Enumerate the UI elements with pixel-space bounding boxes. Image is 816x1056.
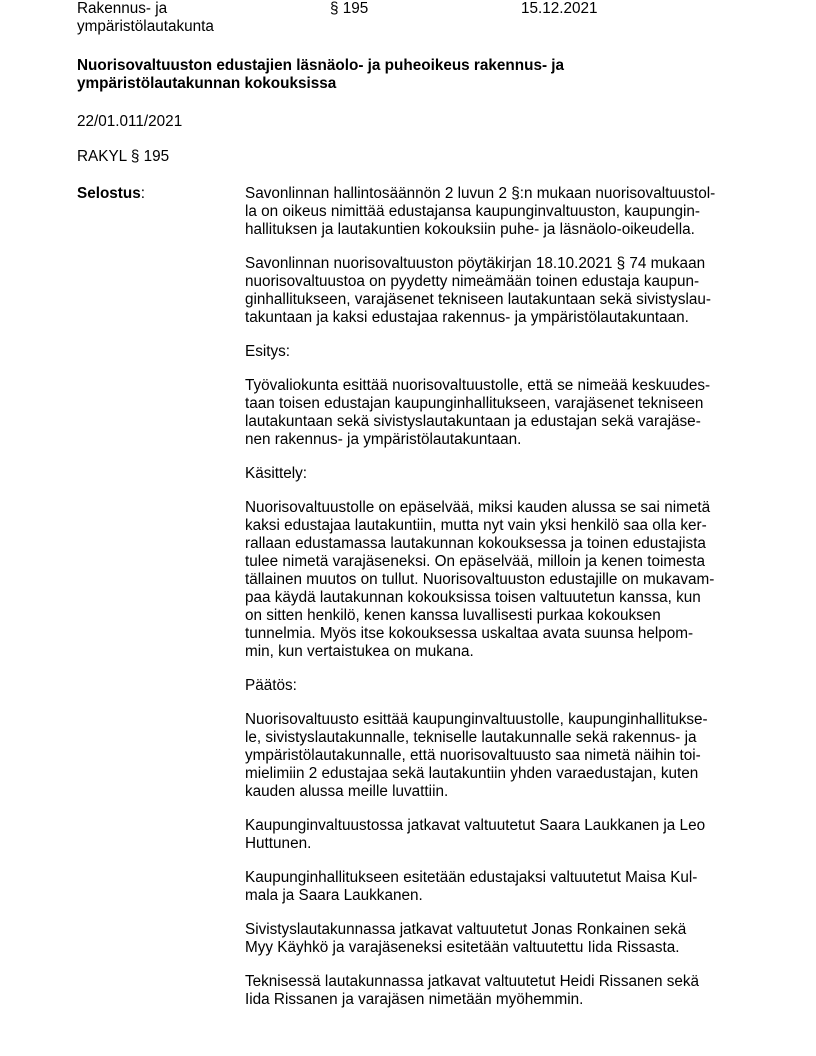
body-paragraph bbox=[245, 343, 745, 361]
body-paragraph-line: nuorisovaltuustoa on pyydetty nimeämään toinen edustaja kaupun- bbox=[245, 273, 700, 290]
body-paragraph-line: taan toisen edustajan kaupunginhallitukseen, varajäsenet tekniseen bbox=[245, 395, 704, 412]
selostus-label bbox=[77, 185, 145, 203]
body-paragraph-line: hallituksen ja lautakuntien kokouksiin puhe- ja läsnäolo-oikeudella. bbox=[245, 221, 695, 238]
body-paragraph bbox=[245, 255, 745, 327]
body-paragraph bbox=[245, 817, 745, 853]
body-paragraph-line: min, kun vertaistukea on mukana. bbox=[245, 643, 474, 660]
body-paragraph-line: rallaan edustamassa lautakunnan kokouksessa ja toinen edustajista bbox=[245, 535, 706, 552]
body-paragraph-line: mala ja Saara Laukkanen. bbox=[245, 887, 423, 904]
body-paragraph-line: tällainen muutos on tullut. Nuorisovaltuuston edustajille on mukavam- bbox=[245, 571, 715, 588]
body-paragraph-line: la on oikeus nimittää edustajansa kaupunginvaltuuston, kaupungin- bbox=[245, 203, 700, 220]
header-committee-line: ympäristölautakunta bbox=[77, 18, 214, 35]
header-committee bbox=[77, 0, 277, 36]
body-paragraph-line: Savonlinnan hallintosäännön 2 luvun 2 §:n mukaan nuorisovaltuustol- bbox=[245, 185, 716, 202]
body-paragraph-line: Savonlinnan nuorisovaltuuston pöytäkirjan 18.10.2021 § 74 mukaan bbox=[245, 255, 706, 272]
body-paragraph bbox=[245, 185, 745, 239]
body-paragraph-line: Myy Käyhkö ja varajäseneksi esitetään valtuutettu Iida Rissasta. bbox=[245, 939, 680, 956]
body-paragraph bbox=[245, 921, 745, 957]
body-paragraph-line: takuntaan ja kaksi edustajaa rakennus- ja ympäristölautakuntaan. bbox=[245, 309, 689, 326]
diary-number: 22/01.011/2021 bbox=[77, 113, 183, 130]
body-paragraph-line: mielimiin 2 edustajaa sekä lautakuntiin yhden varaedustajan, kuten bbox=[245, 765, 699, 782]
body-paragraph-line: Sivistyslautakunnassa jatkavat valtuutetut Jonas Ronkainen sekä bbox=[245, 921, 687, 938]
title-line: ympäristölautakunnan kokouksissa bbox=[77, 75, 337, 92]
header-section-number: § 195 bbox=[330, 0, 369, 17]
body-paragraph-line: Teknisessä lautakunnassa jatkavat valtuutetut Heidi Rissanen sekä bbox=[245, 973, 700, 990]
body-paragraph-line: Huttunen. bbox=[245, 835, 312, 852]
body-paragraph-line: Käsittely: bbox=[245, 465, 308, 482]
document-title bbox=[77, 57, 677, 93]
body-paragraph-line: Nuorisovaltuusto esittää kaupunginvaltuustolle, kaupunginhallitukse- bbox=[245, 711, 708, 728]
body-paragraph-line: paa käydä lautakunnan kokouksissa toisen valtuutetun kanssa, kun bbox=[245, 589, 701, 606]
body-paragraph bbox=[245, 465, 745, 483]
body-paragraph-line: tunnelmia. Myös itse kokouksessa uskaltaa avata suunsa helpom- bbox=[245, 625, 694, 642]
body-paragraph-line: kaksi edustajaa lautakuntiin, mutta nyt vain yksi henkilö saa olla ker- bbox=[245, 517, 707, 534]
header-date: 15.12.2021 bbox=[521, 0, 598, 17]
header-committee-line: Rakennus- ja bbox=[77, 0, 168, 17]
body-paragraph bbox=[245, 711, 745, 801]
title-line: Nuorisovaltuuston edustajien läsnäolo- ja puheoikeus rakennus- ja bbox=[77, 57, 565, 74]
body-paragraph-line: ginhallitukseen, varajäsenet tekniseen lautakuntaan sekä sivistyslau- bbox=[245, 291, 711, 308]
body-paragraph-line: nen rakennus- ja ympäristölautakuntaan. bbox=[245, 431, 522, 448]
body-paragraph-line: Nuorisovaltuustolle on epäselvää, miksi kauden alussa se sai nimetä bbox=[245, 499, 711, 516]
body-text bbox=[245, 185, 745, 1025]
selostus-label-colon: : bbox=[140, 185, 146, 202]
body-paragraph bbox=[245, 869, 745, 905]
body-paragraph-line: Työvaliokunta esittää nuorisovaltuustolle, että se nimeää keskuudes- bbox=[245, 377, 711, 394]
body-paragraph bbox=[245, 499, 745, 661]
body-paragraph-line: Päätös: bbox=[245, 677, 297, 694]
body-paragraph-line: Kaupunginhallitukseen esitetään edustajaksi valtuutetut Maisa Kul- bbox=[245, 869, 698, 886]
body-paragraph-line: tulee nimetä varajäseneksi. On epäselvää, milloin ja kenen toimesta bbox=[245, 553, 706, 570]
body-paragraph-line: lautakuntaan sekä sivistyslautakuntaan ja edustajan sekä varajäse- bbox=[245, 413, 701, 430]
body-paragraph-line: kauden alussa meille luvattiin. bbox=[245, 783, 449, 800]
body-paragraph bbox=[245, 677, 745, 695]
body-paragraph-line: Kaupunginvaltuustossa jatkavat valtuutetut Saara Laukkanen ja Leo bbox=[245, 817, 706, 834]
reference-number: RAKYL § 195 bbox=[77, 148, 170, 165]
body-paragraph-line: ympäristölautakunnalle, että nuorisovaltuusto saa nimetä näihin toi- bbox=[245, 747, 701, 764]
body-paragraph-line: le, sivistyslautakunnalle, tekniselle lautakunnalle sekä rakennus- ja bbox=[245, 729, 697, 746]
body-paragraph bbox=[245, 973, 745, 1009]
body-paragraph-line: on sitten henkilö, kenen kanssa luvallisesti purkaa kokouksen bbox=[245, 607, 661, 624]
selostus-label-text: Selostus bbox=[77, 185, 141, 202]
body-paragraph-line: Esitys: bbox=[245, 343, 291, 360]
body-paragraph-line: Iida Rissanen ja varajäsen nimetään myöhemmin. bbox=[245, 991, 584, 1008]
body-paragraph bbox=[245, 377, 745, 449]
